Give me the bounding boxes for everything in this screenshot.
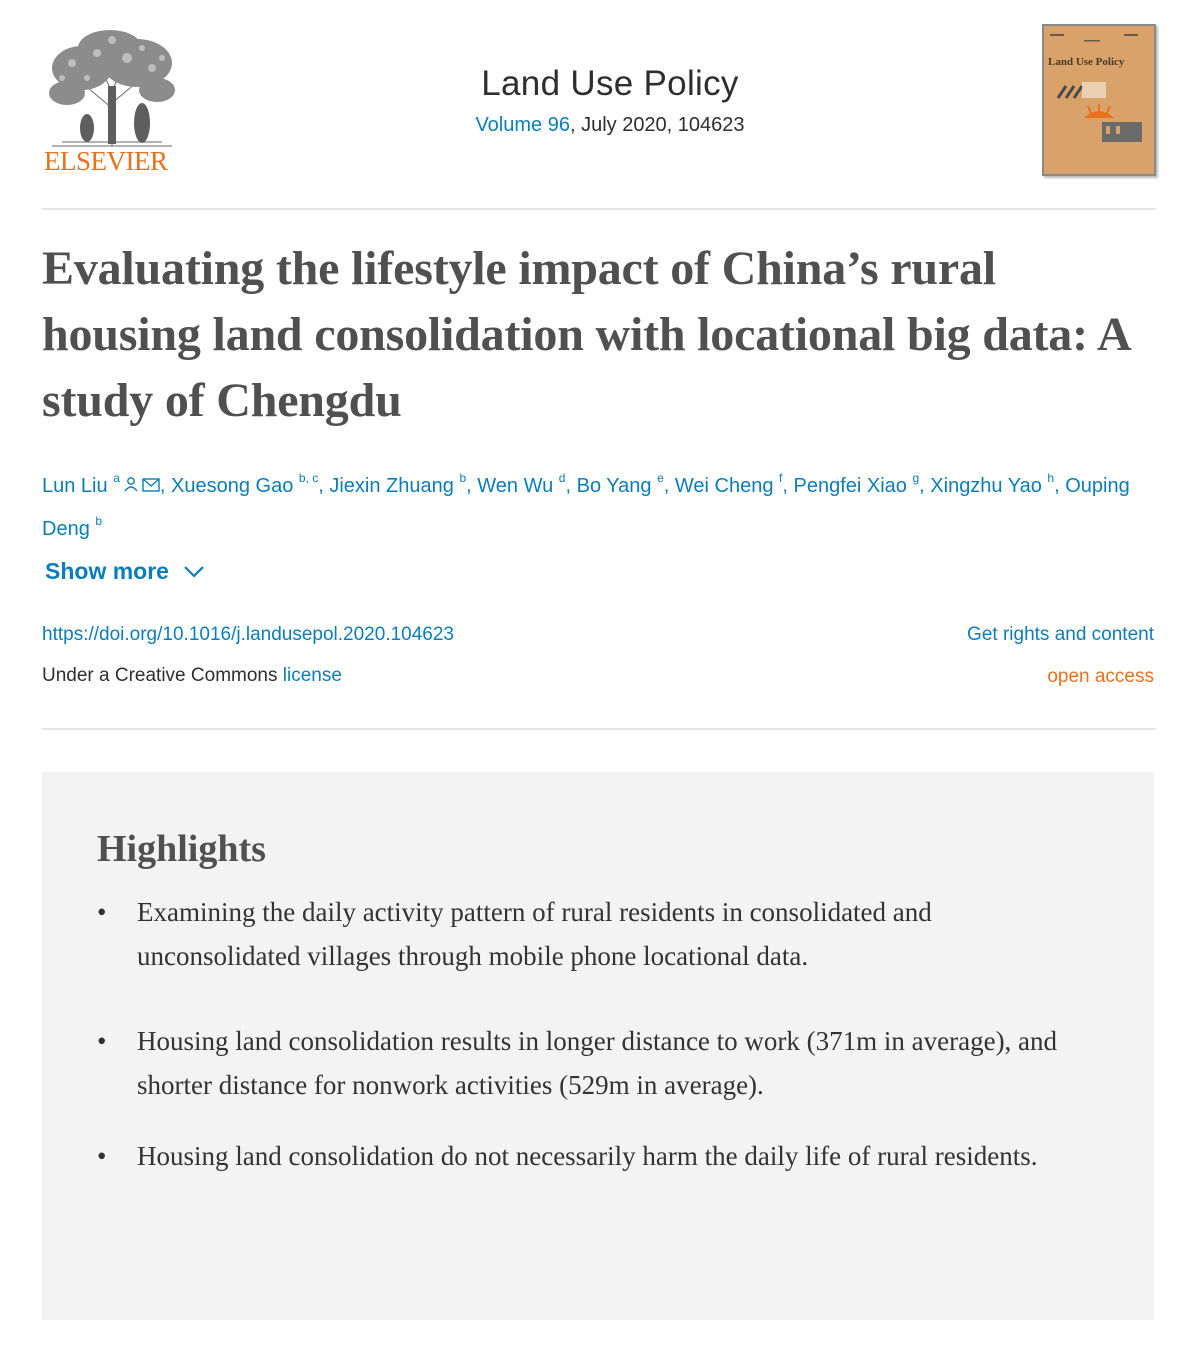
show-more-button[interactable]	[45, 558, 205, 585]
author-link[interactable]	[576, 471, 664, 497]
elsevier-tree-logo-icon	[42, 28, 182, 148]
bullet-icon: •	[97, 1026, 107, 1056]
affiliation-marker: b	[95, 513, 103, 528]
author-name: Xingzhu Yao	[930, 474, 1042, 497]
person-icon[interactable]	[123, 468, 139, 505]
author-name: Pengfei Xiao	[793, 474, 907, 497]
envelope-icon[interactable]	[142, 468, 160, 505]
doi-link[interactable]: https://doi.org/10.1016/j.landusepol.2020.104623	[42, 624, 454, 645]
journal-header	[42, 24, 1156, 184]
author-link[interactable]	[42, 471, 160, 497]
highlight-item	[97, 1019, 1097, 1107]
highlight-text: Housing land consolidation results in longer distance to work (371m in average), and shorter distance for nonwork activities (529m in average).	[137, 1026, 1058, 1100]
author-name: Ouping Deng	[42, 474, 1130, 540]
links-divider	[42, 728, 1156, 730]
publisher-name[interactable]: ELSEVIER	[44, 146, 168, 176]
open-access-badge: open access	[1047, 666, 1154, 687]
highlight-text: Examining the daily activity pattern of rural residents in consolidated and unconsolidated villages through mobile phone locational data.	[137, 897, 932, 971]
author-link[interactable]	[329, 471, 467, 497]
author-name: Lun Liu	[42, 474, 108, 497]
highlights-list	[97, 890, 1097, 1178]
header-divider	[42, 208, 1156, 210]
author-link[interactable]	[477, 471, 566, 497]
author-name: Wen Wu	[477, 474, 554, 497]
bullet-icon: •	[97, 1141, 107, 1171]
show-more-label: Show more	[45, 558, 169, 584]
author-name: Xuesong Gao	[171, 474, 294, 497]
volume-link[interactable]: Volume 96	[475, 114, 570, 136]
license-prefix: Under a Creative Commons	[42, 665, 283, 686]
bullet-icon: •	[97, 897, 107, 927]
article-title: Evaluating the lifestyle impact of China’s rural housing land consolidation with locational big data: A study of Chengdu	[42, 242, 1129, 427]
affiliation-marker: a	[113, 471, 120, 485]
journal-cover[interactable]	[1042, 24, 1156, 176]
author-name: Jiexin Zhuang	[329, 474, 454, 497]
journal-title[interactable]: Land Use Policy	[481, 64, 739, 103]
license-link[interactable]: license	[282, 665, 342, 686]
cover-title: Land Use Policy	[1048, 56, 1125, 68]
affiliation-marker: g	[912, 471, 920, 485]
cover-art-icon	[1044, 26, 1154, 174]
affiliation-marker: h	[1047, 471, 1055, 485]
journal-meta	[342, 114, 878, 137]
highlights-heading: Highlights	[97, 828, 266, 870]
author-name: Bo Yang	[576, 474, 652, 497]
affiliation-marker: f	[779, 471, 783, 485]
highlight-text: Housing land consolidation do not necessarily harm the daily life of rural residents.	[137, 1141, 1038, 1171]
highlight-item	[97, 890, 1097, 978]
author-list: Lun Liu $^a$ , Xuesong Gao $^{b, c}$, Jiexin Zhuang $^b$, Wen Wu $^d$, Bo Yang $^e$, Wei Cheng $^f$, Pengfei Xiao $^g$, Xingzhu Yao $^h$, Ouping Deng $^b$	[42, 462, 1152, 548]
author-link[interactable]	[793, 471, 920, 497]
affiliation-marker: b, c	[298, 471, 319, 485]
highlight-item	[97, 1134, 1097, 1178]
affiliation-marker: e	[657, 471, 664, 485]
license-line	[42, 665, 342, 687]
journal-info	[342, 64, 878, 137]
author-link[interactable]	[171, 471, 319, 497]
rights-link[interactable]: Get rights and content	[967, 624, 1154, 645]
author-name: Wei Cheng	[674, 474, 774, 497]
affiliation-marker: b	[459, 471, 467, 485]
chevron-down-icon	[183, 565, 205, 579]
affiliation-marker: d	[558, 471, 566, 485]
highlights-panel	[42, 772, 1154, 1320]
author-link[interactable]	[930, 471, 1055, 497]
author-link[interactable]	[674, 471, 783, 497]
issue-details: , July 2020, 104623	[569, 114, 745, 136]
